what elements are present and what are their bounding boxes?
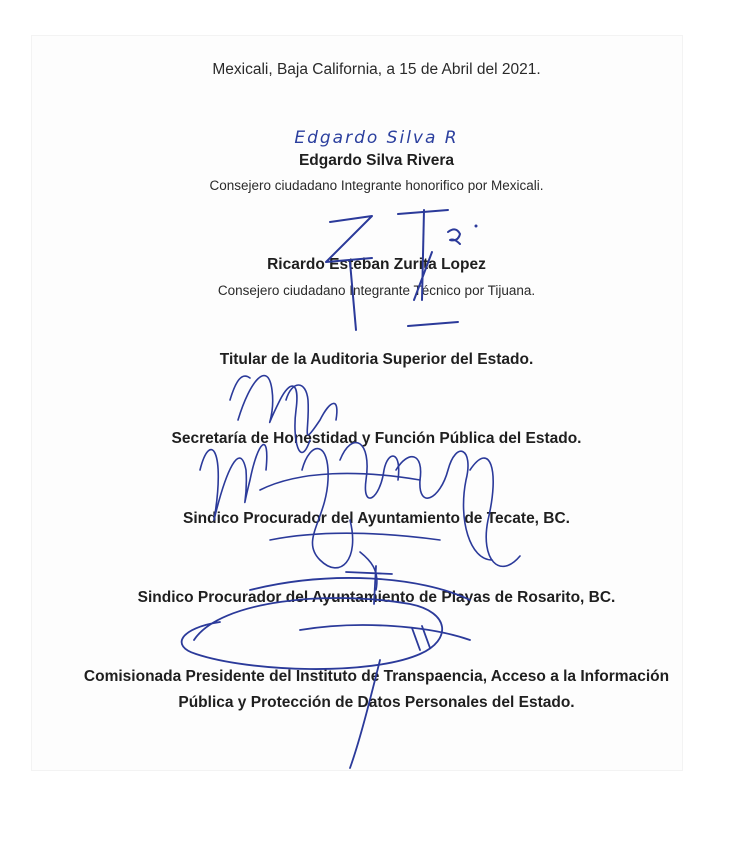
signatory-role-1: Consejero ciudadano Integrante honorifico por Mexicali. [209, 178, 544, 193]
entity-auditoria: Titular de la Auditoria Superior del Estado. [219, 351, 534, 368]
handwritten-name: Edgardo Silva R [294, 128, 459, 148]
entity-tecate: Sindico Procurador del Ayuntamiento de Tecate, BC. [183, 510, 570, 527]
signatory-name-2: Ricardo Esteban Zurita Lopez [267, 256, 486, 273]
signatory-role-2: Consejero ciudadano Integrante Técnico por Tijuana. [217, 283, 536, 298]
entity-secretaria: Secretaría de Honestidad y Función Pública del Estado. [171, 430, 582, 447]
signatory-name-1: Edgardo Silva Rivera [298, 152, 455, 169]
entity-rosarito: Sindico Procurador del Ayuntamiento de Playas de Rosarito, BC. [137, 589, 616, 606]
entity-transparencia-line1: Comisionada Presidente del Instituto de Transpaencia, Acceso a la Información [83, 668, 670, 685]
place-date: Mexicali, Baja California, a 15 de Abril del 2021. [212, 61, 541, 78]
entity-transparencia-line2: Pública y Protección de Datos Personales del Estado. [178, 694, 575, 711]
